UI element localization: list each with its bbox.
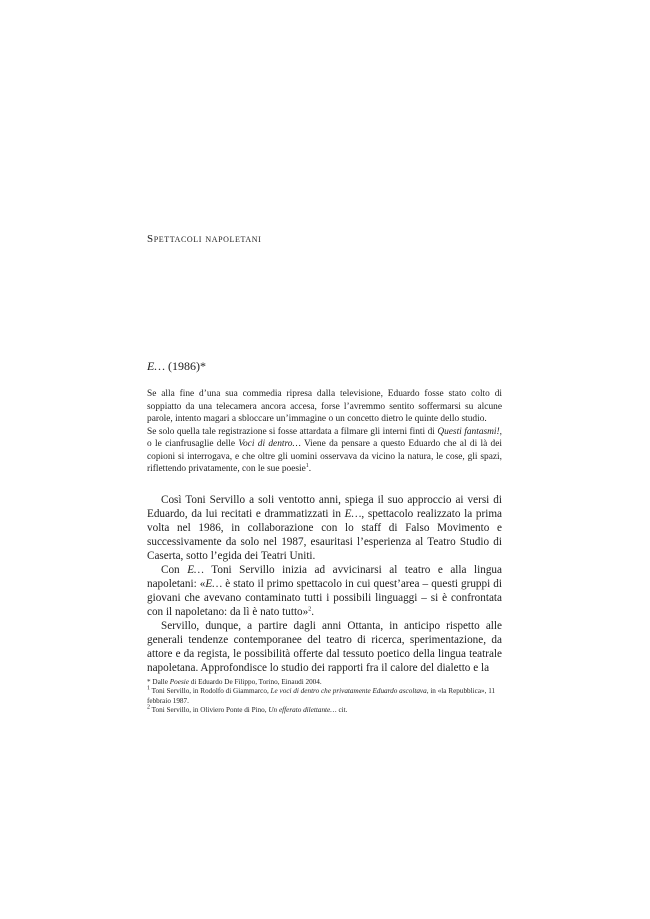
epigraph-paragraph-2 [147, 426, 502, 476]
italic-title: Poesie [169, 678, 189, 686]
body-paragraph-3: Servillo, dunque, a partire dagli anni Ottanta, in anticipo rispetto alle generali tendenze contemporanee del teatro di ricerca, sperimentazione, da attore e da regista, le possibilità offerte dal tessuto poetico della lingua teatrale napoletana. Approfondisce lo studio dei rapporti fra il calore del dialetto e la [147, 620, 502, 674]
footnotes [147, 678, 502, 716]
footnote-star [147, 678, 502, 687]
italic-title: E… [187, 564, 204, 576]
text-run: Viene da pensare a questo Eduardo che al di là dei copioni si interrogava, e che oltre gli uomini osservava da vicino la natura, le cose, gli spazi, riflettendo privatamente, con le sue poesie [147, 439, 502, 474]
epigraph-paragraph-1: Se alla fine d’una sua commedia ripresa dalla televisione, Eduardo fosse stato colto di soppiatto da una telecamera ancora accesa, forse l’avremmo sentito soffermarsi su alcune parole, intento magari a sbloccare un’immagine o un concetto dietro le quinte dello studio. [147, 389, 502, 424]
running-head: Spettacoli napoletani [147, 233, 262, 245]
body-paragraph-2 [147, 563, 502, 619]
text-run: . [311, 606, 315, 618]
italic-title: Voci di dentro… [238, 439, 301, 449]
text-run: , spettacolo realizzato la prima volta nel 1986, in collaborazione con lo staff di Falso Movimento e successivamente da solo nel 1987, esauritasi l’esperienza al Teatro Studio di Caserta, sotto l’egida dei Teatri Uniti. [147, 508, 502, 562]
footnote-1 [147, 687, 502, 706]
text-run: Con [161, 564, 188, 576]
italic-title: Le voci di dentro che privatamente Eduardo ascoltava [270, 687, 427, 696]
italic-title: Questi fantasmi! [437, 426, 500, 437]
footnote-ref: 2 [308, 606, 312, 613]
text-run: Toni Servillo inizia ad avvicinarsi al teatro e alla lingua napoletani: « [147, 564, 502, 590]
chapter-title-rest: (1986)* [165, 359, 206, 373]
text-run: Toni Servillo, in Rodolfo di Giammarco, [150, 687, 271, 696]
text-run: * Dalle [147, 678, 170, 686]
text-run: cit. [336, 706, 348, 715]
body-text [147, 493, 502, 675]
text-run: è stato il primo spettacolo in cui quest’area – questi gruppi di giovani che avevano contaminato tutti i possibili linguaggi – si è confrontata con il napoletano: da lì è nato tutto» [147, 578, 502, 618]
text-run: Se solo quella tale registrazione si fosse attardata a filmare gli interni finti di [147, 426, 438, 437]
epigraph [147, 388, 502, 476]
footnote-ref: 1 [305, 462, 309, 469]
text-run: Toni Servillo, in Oliviero Ponte di Pino, [150, 706, 269, 715]
footnote-number: 1 [147, 686, 150, 693]
text-run: Così Toni Servillo a soli ventotto anni, spiega il suo approccio ai versi di Eduardo, da lui recitati e drammatizzati in [147, 494, 502, 520]
italic-title: E… [344, 508, 362, 520]
body-paragraph-1 [147, 493, 502, 563]
text-run: , o le cianfrusaglie delle [147, 426, 502, 449]
chapter-title-italic: E… [147, 359, 165, 373]
italic-title: E… [205, 578, 223, 590]
text-run: di Eduardo De Filippo, Torino, Einaudi 2004. [188, 678, 322, 686]
text-run: . [308, 464, 312, 474]
italic-title: Un efferato dilettante… [268, 706, 337, 715]
chapter-title [147, 359, 206, 374]
footnote-number: 2 [147, 704, 150, 711]
footnote-2 [147, 706, 502, 715]
text-run: , in «la Repubblica», 11 febbraio 1987. [147, 687, 496, 705]
